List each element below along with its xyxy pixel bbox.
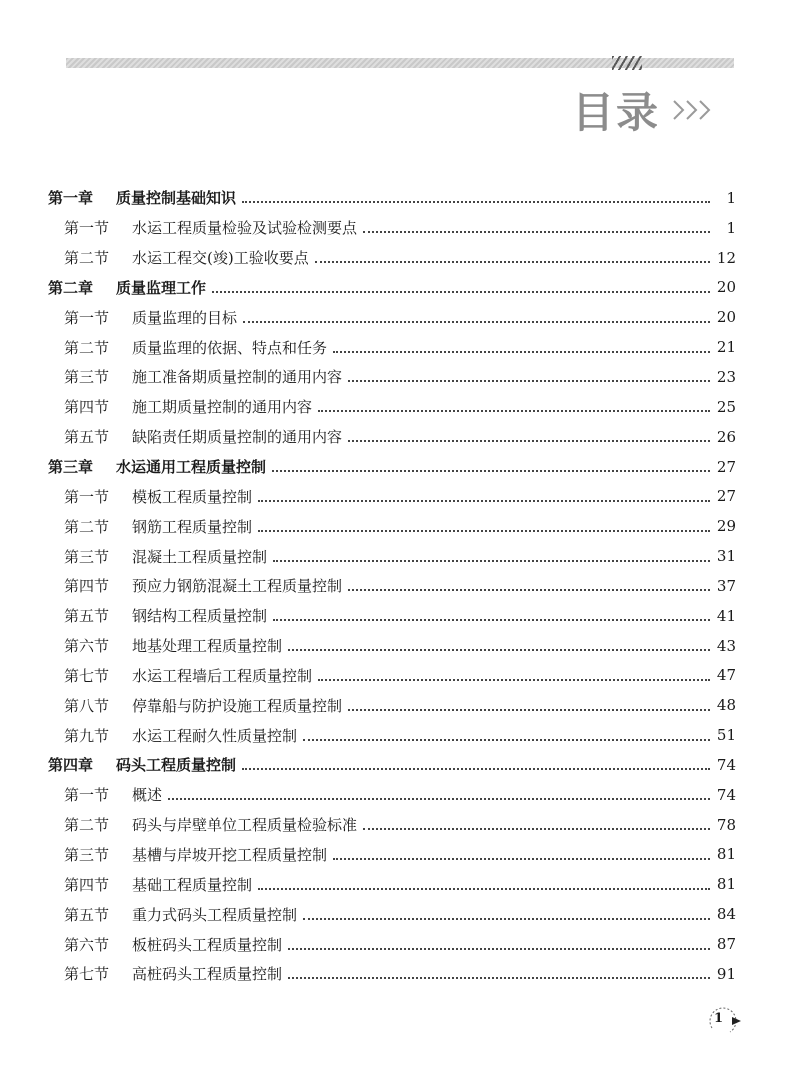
toc-entry-number: 第二节 [64,338,110,357]
toc-entry-page: 51 [716,726,736,745]
toc-section-entry[interactable] [48,302,736,332]
toc-entry-title: 地基处理工程质量控制 [132,637,283,656]
toc-entry-title: 质量控制基础知识 [116,189,237,208]
toc-entry-title: 基础工程质量控制 [132,875,253,894]
toc-section-entry[interactable] [48,631,736,661]
toc-entry-title: 水运工程耐久性质量控制 [132,726,298,745]
dot-leader [242,200,710,203]
toc-section-entry[interactable] [48,601,736,631]
toc-entry-title: 水运工程交(竣)工验收要点 [132,249,309,268]
toc-entry-page: 27 [716,487,736,506]
toc-entry-number: 第七节 [64,666,110,685]
toc-entry-page: 74 [716,755,736,774]
toc-entry-title: 质量监理工作 [116,278,207,297]
toc-entry-page: 48 [716,696,736,715]
toc-section-entry[interactable] [48,362,736,392]
toc-section-entry[interactable] [48,780,736,810]
toc-entry-number: 第二节 [64,816,110,835]
toc-entry-number: 第六节 [64,935,110,954]
dot-leader [363,230,710,233]
toc-entry-page: 31 [716,547,736,566]
dot-leader [318,678,710,681]
toc-chapter-entry[interactable] [48,452,736,482]
toc-chapter-entry[interactable] [48,750,736,780]
toc-entry-page: 26 [716,427,736,446]
toc-entry-title: 水运工程墙后工程质量控制 [132,666,313,685]
toc-entry-number: 第三章 [48,458,94,477]
toc-entry-page: 91 [716,964,736,983]
toc-entry-page: 78 [716,815,736,834]
toc-entry-page: 81 [716,845,736,864]
dot-leader [273,618,710,621]
page-title: 目录 [571,88,660,137]
toc-entry-number: 第七节 [64,965,110,984]
toc-entry-title: 码头工程质量控制 [116,756,237,775]
dot-leader [258,887,710,890]
toc-entry-page: 21 [716,338,736,357]
toc-entry-title: 施工期质量控制的通用内容 [132,398,313,417]
dot-leader [288,648,710,651]
toc-section-entry[interactable] [48,541,736,571]
toc-entry-page: 41 [716,606,736,625]
toc-entry-number: 第三节 [64,845,110,864]
toc-entry-title: 重力式码头工程质量控制 [132,905,298,924]
toc-entry-number: 第四章 [48,756,94,775]
toc-section-entry[interactable] [48,720,736,750]
toc-entry-title: 质量监理的依据、特点和任务 [132,338,328,357]
toc-entry-page: 23 [716,367,736,386]
toc-entry-title: 水运工程质量检验及试验检测要点 [132,219,358,238]
toc-entry-title: 质量监理的目标 [132,308,238,327]
toc-entry-title: 混凝土工程质量控制 [132,547,268,566]
dot-leader [258,499,710,502]
toc-entry-page: 20 [716,278,736,297]
dot-leader [273,559,710,562]
toc-entry-page: 81 [716,875,736,894]
toc-section-entry[interactable] [48,690,736,720]
toc-entry-number: 第九节 [64,726,110,745]
dot-leader [303,738,710,741]
toc-section-entry[interactable] [48,840,736,870]
toc-entry-number: 第四节 [64,577,110,596]
toc-entry-number: 第一节 [64,219,110,238]
table-of-contents [48,183,736,989]
toc-entry-page: 1 [726,188,736,207]
toc-entry-title: 模板工程质量控制 [132,487,253,506]
toc-entry-number: 第五节 [64,905,110,924]
toc-entry-number: 第二节 [64,249,110,268]
toc-section-entry[interactable] [48,481,736,511]
toc-entry-page: 74 [716,785,736,804]
toc-entry-title: 板桩码头工程质量控制 [132,935,283,954]
toc-section-entry[interactable] [48,869,736,899]
toc-entry-title: 预应力钢筋混凝土工程质量控制 [132,577,343,596]
dot-leader [242,767,710,770]
dot-leader [348,588,710,591]
toc-entry-page: 12 [716,248,736,267]
toc-entry-page: 29 [716,517,736,536]
toc-entry-number: 第四节 [64,398,110,417]
dot-leader [318,409,710,412]
toc-chapter-entry[interactable] [48,273,736,303]
toc-entry-number: 第一节 [64,308,110,327]
toc-entry-page: 37 [716,576,736,595]
toc-entry-page: 43 [716,636,736,655]
triple-chevron-right-icon [672,95,718,125]
toc-entry-title: 钢筋工程质量控制 [132,517,253,536]
toc-entry-title: 停靠船与防护设施工程质量控制 [132,696,343,715]
toc-section-entry[interactable] [48,661,736,691]
toc-section-entry[interactable] [48,422,736,452]
toc-entry-page: 27 [716,457,736,476]
toc-entry-title: 概述 [132,786,163,805]
toc-entry-page: 25 [716,397,736,416]
dot-leader [212,290,710,293]
toc-entry-number: 第一节 [64,487,110,506]
toc-entry-title: 高桩码头工程质量控制 [132,965,283,984]
toc-section-entry[interactable] [48,332,736,362]
toc-entry-number: 第一节 [64,786,110,805]
toc-entry-title: 基槽与岸坡开挖工程质量控制 [132,845,328,864]
toc-entry-number: 第四节 [64,875,110,894]
toc-entry-number: 第五节 [64,428,110,447]
toc-entry-number: 第五节 [64,607,110,626]
toc-entry-number: 第三节 [64,547,110,566]
toc-section-entry[interactable] [48,899,736,929]
toc-entry-title: 缺陷责任期质量控制的通用内容 [132,428,343,447]
toc-section-entry[interactable] [48,959,736,989]
dot-leader [363,827,710,830]
dot-leader [288,947,710,950]
toc-entry-number: 第二章 [48,278,94,297]
toc-entry-title: 钢结构工程质量控制 [132,607,268,626]
toc-section-entry[interactable] [48,929,736,959]
dot-leader [348,379,710,382]
dot-leader [348,708,710,711]
toc-section-entry[interactable] [48,571,736,601]
toc-entry-title: 码头与岸壁单位工程质量检验标准 [132,816,358,835]
dot-leader [288,976,710,979]
dot-leader [272,469,710,472]
toc-section-entry[interactable] [48,810,736,840]
toc-entry-title: 施工准备期质量控制的通用内容 [132,368,343,387]
dot-leader [168,797,710,800]
toc-entry-number: 第八节 [64,696,110,715]
toc-entry-number: 第二节 [64,517,110,536]
dot-leader [303,917,710,920]
toc-entry-number: 第一章 [48,189,94,208]
toc-section-entry[interactable] [48,213,736,243]
toc-entry-page: 87 [716,935,736,954]
toc-entry-page: 84 [716,905,736,924]
toc-entry-number: 第三节 [64,368,110,387]
dot-leader [258,529,710,532]
dot-leader [333,857,710,860]
toc-entry-page: 20 [716,308,736,327]
header-decor-hatch [612,56,642,70]
toc-chapter-entry[interactable] [48,183,736,213]
dot-leader [348,439,710,442]
dot-leader [315,260,710,263]
toc-section-entry[interactable] [48,243,736,273]
toc-entry-number: 第六节 [64,637,110,656]
dot-leader [243,320,710,323]
page-header [572,80,718,140]
page-number: 1 [714,1011,724,1026]
toc-entry-page: 47 [716,666,736,685]
toc-entry-page: 1 [726,218,736,237]
toc-section-entry[interactable] [48,511,736,541]
dot-leader [333,350,710,353]
toc-entry-title: 水运通用工程质量控制 [116,458,267,477]
toc-section-entry[interactable] [48,392,736,422]
